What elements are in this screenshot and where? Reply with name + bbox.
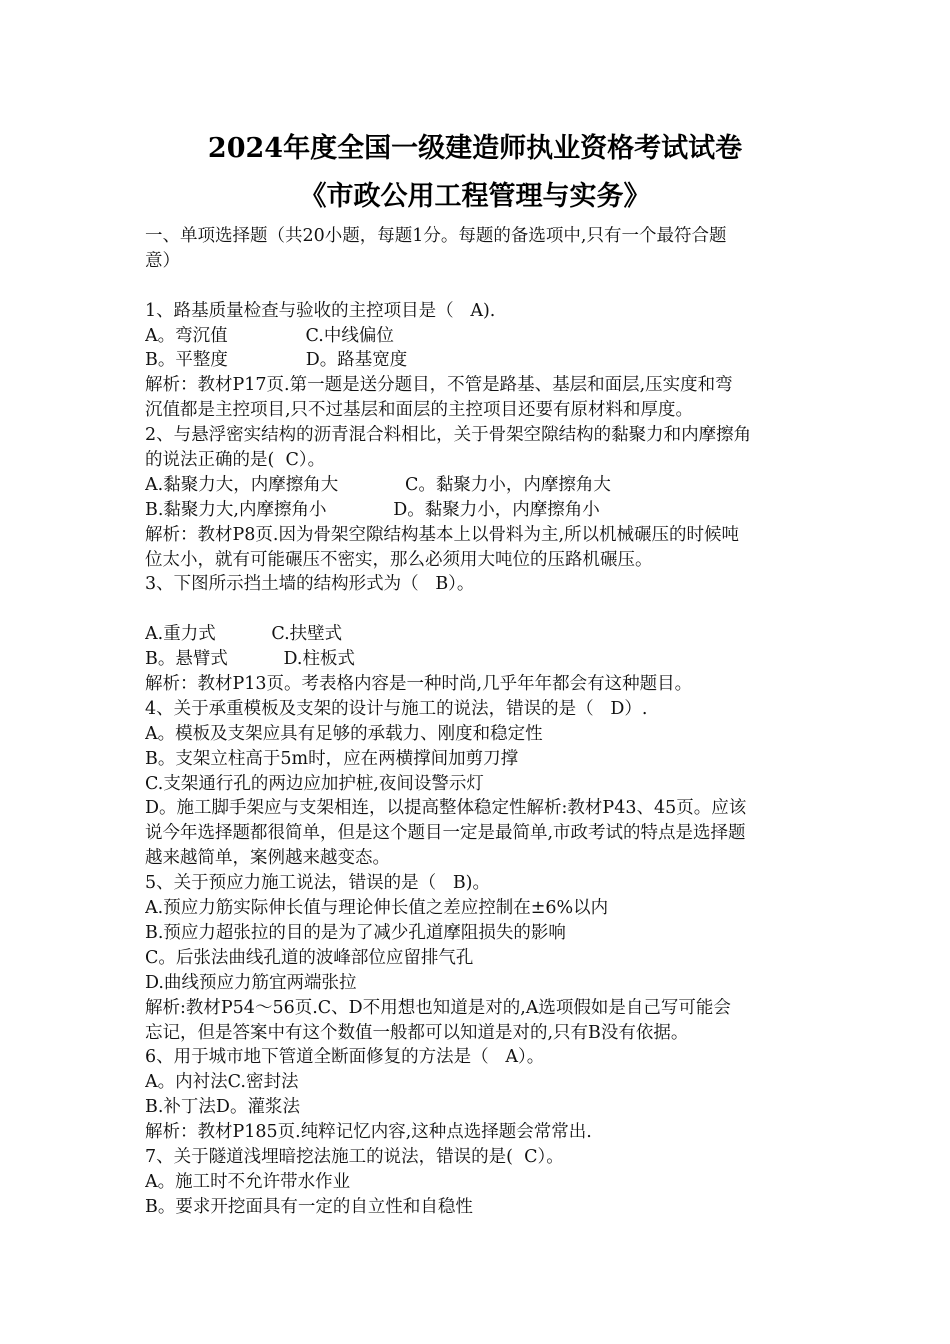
- question-analysis: 解析:教材P54～56页.C、D不用想也知道是对的,A选项假如是自己写可能会: [145, 997, 731, 1018]
- question-stem: 1、路基质量检查与验收的主控项目是（ A).: [145, 300, 496, 321]
- question-stem: 7、关于隧道浅埋暗挖法施工的说法，错误的是( C）。: [145, 1146, 564, 1167]
- question-stem: 3、下图所示挡土墙的结构形式为（ B）。: [145, 574, 475, 595]
- question-option: B。悬臂式 D.柱板式: [145, 649, 355, 670]
- question-analysis: 解析：教材P8页.因为骨架空隙结构基本上以骨料为主,所以机械碾压的时候吨: [145, 524, 740, 545]
- question-option: B。支架立柱高于5m时，应在两横撑间加剪刀撑: [145, 748, 519, 769]
- question-option: A.黏聚力大，内摩擦角大 C。黏聚力小，内摩擦角大: [145, 474, 611, 495]
- question-option: A。模板及支架应具有足够的承载力、刚度和稳定性: [145, 723, 543, 744]
- question-option: B.预应力超张拉的目的是为了减少孔道摩阻损失的影响: [145, 922, 566, 943]
- exam-body: [145, 224, 813, 1220]
- question-stem: 的说法正确的是( C）。: [145, 450, 326, 471]
- question-option: D。施工脚手架应与支架相连，以提高整体稳定性解析:教材P43、45页。应该: [145, 798, 747, 819]
- question-stem: 5、关于预应力施工说法，错误的是（ B)。: [145, 873, 491, 894]
- question-option: A.预应力筋实际伸长值与理论伸长值之差应控制在±6%以内: [145, 898, 609, 919]
- question-option: A。施工时不允许带水作业: [145, 1171, 351, 1192]
- question-stem: 2、与悬浮密实结构的沥青混合料相比，关于骨架空隙结构的黏聚力和内摩擦角: [145, 425, 752, 446]
- question-analysis: 说今年选择题都很简单，但是这个题目一定是最简单,市政考试的特点是选择题: [145, 823, 746, 844]
- blank-line: [145, 274, 813, 299]
- question-option: B.补丁法D。灌浆法: [145, 1097, 300, 1118]
- question-option: A。弯沉值 C.中线偏位: [145, 325, 394, 346]
- question-option: B。平整度 D。路基宽度: [145, 350, 408, 371]
- question-option: A。内衬法C.密封法: [145, 1072, 299, 1093]
- question-option: B。要求开挖面具有一定的自立性和自稳性: [145, 1196, 473, 1217]
- question-option: B.黏聚力大,内摩擦角小 D。黏聚力小，内摩擦角小: [145, 499, 600, 520]
- question-analysis: 解析：教材P13页。考表格内容是一种时尚,几乎年年都会有这种题目。: [145, 674, 693, 695]
- question-option: A.重力式 C.扶壁式: [145, 624, 343, 645]
- question-stem: 4、关于承重模板及支架的设计与施工的说法，错误的是（ D）.: [145, 698, 648, 719]
- question-analysis: 解析：教材P17页.第一题是送分题目，不管是路基、基层和面层,压实度和弯: [145, 375, 733, 396]
- section-header-line: 意）: [145, 250, 180, 271]
- question-option: C。后张法曲线孔道的波峰部位应留排气孔: [145, 947, 474, 968]
- section-header-line: 一、单项选择题（共20小题，每题1分。每题的备选项中,只有一个最符合题: [145, 226, 727, 246]
- question-analysis: 解析：教材P185页.纯粹记忆内容,这种点选择题会常常出.: [145, 1122, 592, 1143]
- question-analysis: 越来越简单，案例越来越变态。: [145, 848, 390, 869]
- exam-title: 2024年度全国一级建造师执业资格考试试卷: [207, 133, 743, 164]
- exam-subject-title: 《市政公用工程管理与实务》: [299, 181, 651, 212]
- question-option: C.支架通行孔的两边应加护桩,夜间设警示灯: [145, 773, 484, 794]
- question-analysis: 忘记，但是答案中有这个数值一般都可以知道是对的,只有B没有依据。: [145, 1022, 689, 1043]
- question-analysis: 沉值都是主控项目,只不过基层和面层的主控项目还要有原材料和厚度。: [145, 400, 694, 421]
- blank-line: [145, 597, 813, 622]
- question-option: D.曲线预应力筋宜两端张拉: [145, 972, 357, 993]
- question-analysis: 位太小，就有可能碾压不密实，那么必须用大吨位的压路机碾压。: [145, 549, 653, 570]
- question-stem: 6、用于城市地下管道全断面修复的方法是（ A）。: [145, 1047, 545, 1068]
